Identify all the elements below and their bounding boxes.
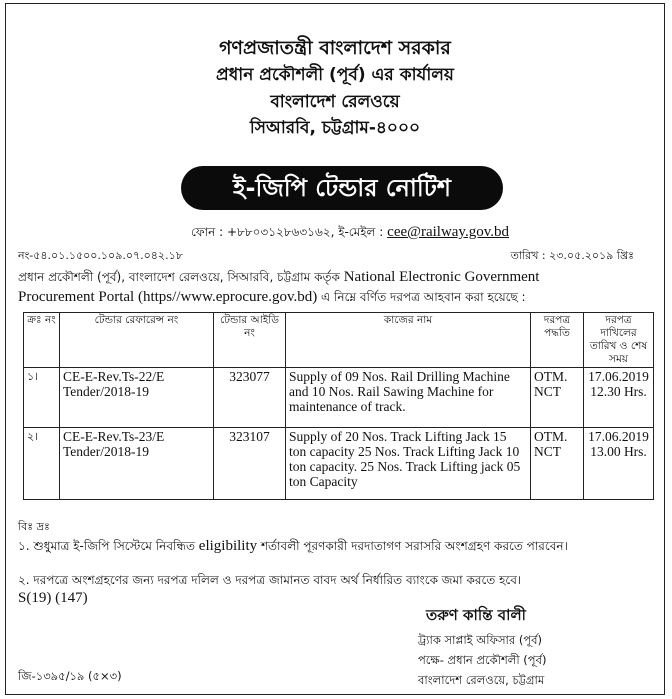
cell-tender-reference: CE-E-Rev.Ts-23/E Tender/2018-19: [60, 428, 214, 500]
phone-email-label: ফোন : +৮৮০৩১২৮৬৩১৬২, ই-মেইল :: [191, 225, 388, 239]
table-row: [24, 428, 654, 500]
organization-name: বাংলাদেশ রেলওয়ে: [270, 92, 400, 112]
signatory-organization: বাংলাদেশ রেলওয়ে, চট্টগ্রাম: [418, 673, 545, 687]
note-2: ২. দরপত্রে অংশগ্রহণের জন্য দরপত্র দলিল ও দরপত্র জামানত বাবদ অর্থ নির্ধারিত ব্যাংকে জমা করতে হবে।: [18, 573, 522, 587]
header-tender-id: টেন্ডার আইডি নং: [214, 313, 286, 368]
header-serial: ক্রঃ নং: [24, 313, 60, 368]
tender-notice-page: [5, 3, 665, 695]
notes-heading: বিঃ দ্রঃ: [18, 520, 50, 533]
memo-number: নং-৫৪.০১.১৫০০.১০৯.০৭.০৪২.১৮: [18, 249, 183, 262]
notice-date: তারিখ : ২৩.০৫.২০১৯ খ্রিঃ: [510, 249, 634, 262]
office-title: প্রধান প্রকৌশলী (পূর্ব) এর কার্যালয়: [216, 65, 454, 85]
table-row: [24, 368, 654, 428]
cell-tender-id: 323107: [214, 428, 286, 500]
intro-line-2: [18, 289, 526, 309]
office-address: সিআরবি, চট্টগ্রাম-৪০০০: [249, 118, 421, 138]
portal-url[interactable]: Procurement Portal (https//www.eprocure.gov.bd): [18, 289, 318, 305]
cell-work-name: Supply of 09 Nos. Rail Drilling Machine and 10 Nos. Rail Sawing Machine for maintenance of track.: [286, 368, 531, 428]
intro-text: প্রধান প্রকৌশলী (পূর্ব), বাংলাদেশ রেলওয়ে, সিআরবি, চট্টগ্রাম কর্তৃক: [18, 270, 344, 284]
cell-method: OTM. NCT: [531, 428, 584, 500]
header-tender-reference: টেন্ডার রেফারেন্স নং: [60, 313, 214, 368]
table-header-row: [24, 313, 654, 368]
header-work-name: কাজের নাম: [286, 313, 531, 368]
signatory-designation: ট্র্যাক সাপ্লাই অফিসার (পূর্ব): [418, 633, 543, 647]
note-1-eligibility: eligibility: [198, 538, 258, 554]
note-1-text-a: ১. শুধুমাত্র ই-জিপি সিস্টেমে নিবন্ধিত: [18, 539, 199, 553]
header-deadline: দরপত্র দাখিলের তারিখ ও শেষ সময়: [584, 313, 654, 368]
advertisement-code: জি-১৩৯৫/১৯ (৫×৩): [18, 669, 122, 683]
intro-text-end: এ নিম্নে বর্ণিত দরপত্র আহবান করা হয়েছে :: [317, 290, 526, 304]
note-1-text-c: শর্তাবলী পূরণকারী দরদাতাগণ সরাসরি অংশগ্রহণ করতে পারবেন।: [257, 539, 568, 553]
govt-title: গণপ্রজাতন্ত্রী বাংলাদেশ সরকার: [219, 37, 451, 59]
cell-method: OTM. NCT: [531, 368, 584, 428]
note-1: [18, 536, 648, 556]
cell-serial: ২।: [24, 428, 60, 500]
cell-deadline: 17.06.2019 12.30 Hrs.: [584, 368, 654, 428]
cell-tender-id: 323077: [214, 368, 286, 428]
cell-deadline: 17.06.2019 13.00 Hrs.: [584, 428, 654, 500]
contact-line: [191, 224, 509, 244]
cell-tender-reference: CE-E-Rev.Ts-22/E Tender/2018-19: [60, 368, 214, 428]
cell-work-name: Supply of 20 Nos. Track Lifting Jack 15 ton capacity 25 Nos. Track Lifting Jack 10 ton capacity. 25 Nos. Track Lifting jack 05 ton Capacity: [286, 428, 531, 500]
tender-table: [23, 312, 654, 500]
signatory-on-behalf: পক্ষে- প্রধান প্রকৌশলী (পূর্ব): [418, 653, 547, 667]
cell-serial: ১।: [24, 368, 60, 428]
signatory-name: তরুণ কান্তি বালী: [426, 606, 526, 624]
email-link[interactable]: cee@railway.gov.bd: [387, 224, 509, 240]
reference-code: S(19) (147): [18, 590, 88, 606]
header-method: দরপত্র পদ্ধতি: [531, 313, 584, 368]
portal-name: National Electronic Government: [343, 269, 540, 285]
notice-banner: ই-জিপি টেন্ডার নোটিশ: [181, 166, 503, 210]
intro-line-1: [18, 269, 539, 289]
